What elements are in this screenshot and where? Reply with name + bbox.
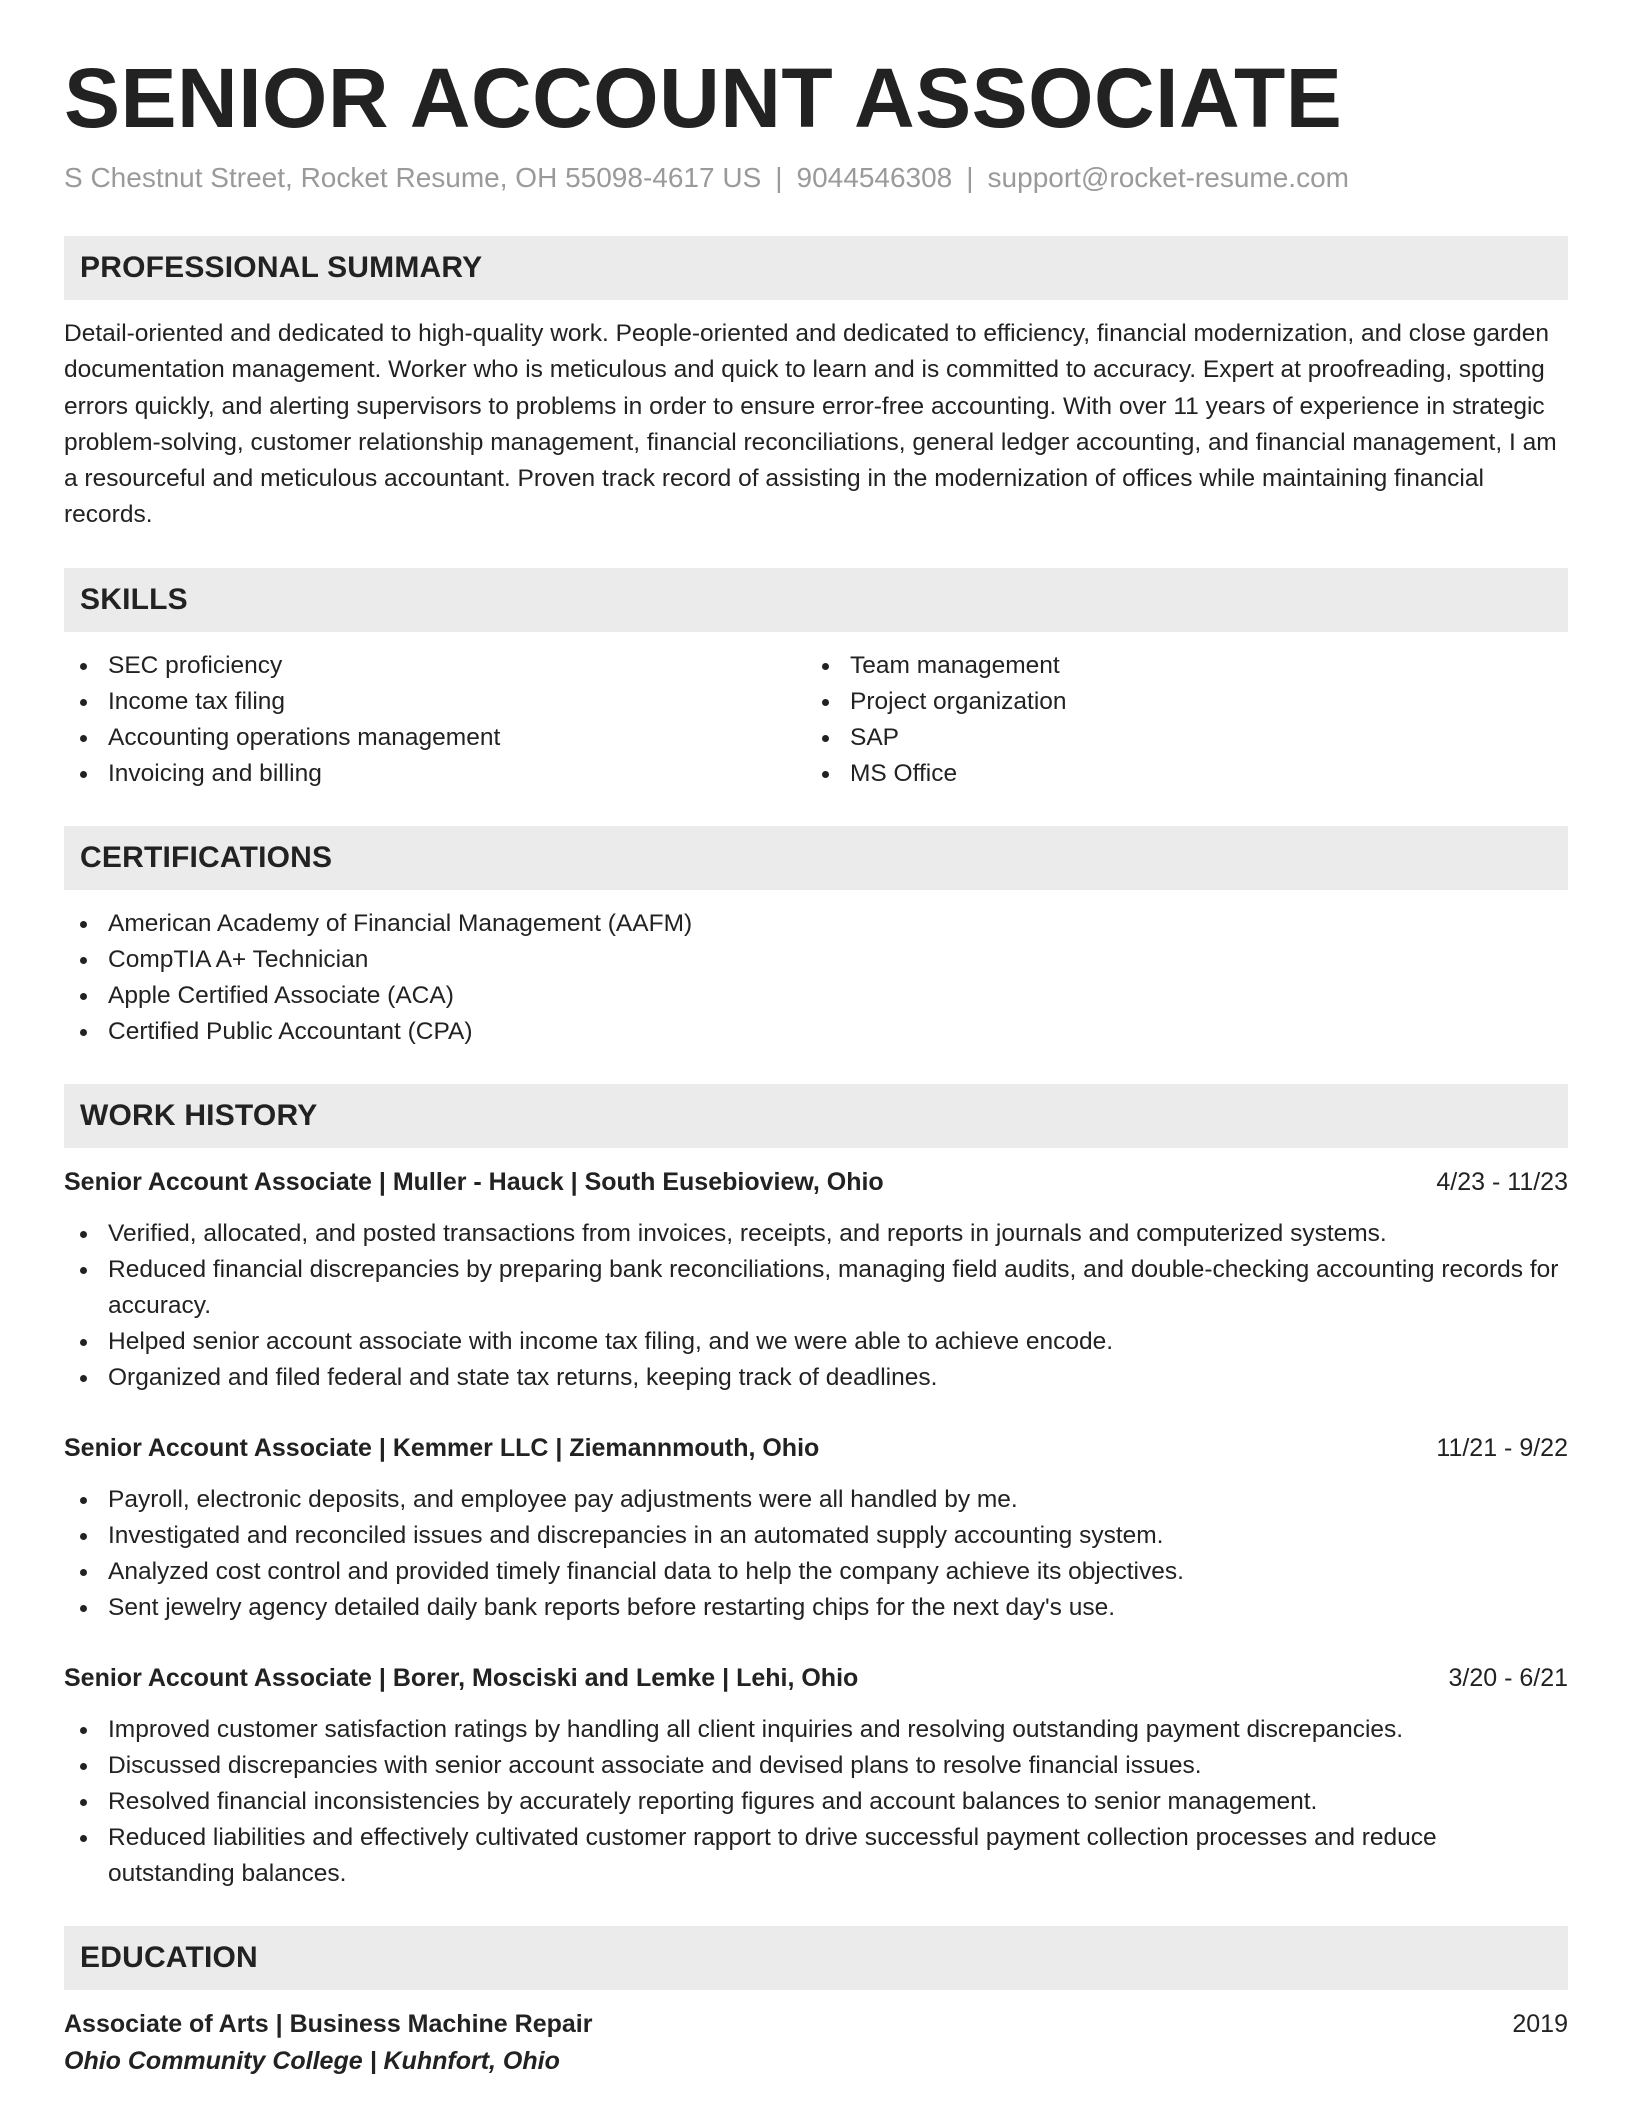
education-year: 2019 [1512,2009,1568,2038]
job-title: Senior Account Associate | Borer, Mosciski and Lemke | Lehi, Ohio [64,1663,859,1692]
certification-item: CompTIA A+ Technician [64,942,1568,978]
certifications-list [64,906,1568,1050]
job-bullets [64,1482,1568,1626]
job-bullet: Verified, allocated, and posted transactions from invoices, receipts, and reports in journals and computerized systems. [64,1216,1568,1252]
contact-email: support@rocket-resume.com [987,162,1349,193]
skill-item: Income tax filing [64,684,806,720]
education-school: Ohio Community College | Kuhnfort, Ohio [64,2046,560,2075]
skills-list [64,648,1568,792]
skill-item: MS Office [806,756,1548,792]
work-history-heading: WORK HISTORY [64,1084,1568,1148]
job-bullet: Analyzed cost control and provided timely financial data to help the company achieve its objectives. [64,1554,1568,1590]
contact-phone: 9044546308 [796,162,953,193]
job-header [64,1164,1568,1200]
job-bullets [64,1712,1568,1892]
job-header [64,1660,1568,1696]
job-dates: 4/23 - 11/23 [1436,1167,1568,1196]
job-bullet: Sent jewelry agency detailed daily bank reports before restarting chips for the next day's use. [64,1590,1568,1626]
job-title: Senior Account Associate | Muller - Hauck | South Eusebioview, Ohio [64,1167,884,1196]
skill-item: Project organization [806,684,1548,720]
education-degree: Associate of Arts | Business Machine Repair [64,2009,593,2038]
job-dates: 3/20 - 6/21 [1448,1663,1568,1692]
job-bullet: Helped senior account associate with income tax filing, and we were able to achieve encode. [64,1324,1568,1360]
job-dates: 11/21 - 9/22 [1436,1433,1568,1462]
contact-address: S Chestnut Street, Rocket Resume, OH 55098-4617 US [64,162,762,193]
contact-line [64,160,1568,196]
education-header [64,2006,1568,2042]
summary-text: Detail-oriented and dedicated to high-quality work. People-oriented and dedicated to efficiency, financial modernization, and close garden documentation management. Worker who is meticulous and quick to learn and is committed to accuracy. Expert at proofreading, spotting errors quickly, and alerting supervisors to problems in order to ensure error-free accounting. With over 11 years of experience in strategic problem-solving, customer relationship management, financial reconciliations, general ledger accounting, and financial management, I am a resourceful and meticulous accountant. Proven track record of assisting in the modernization of offices while maintaining financial records. [64,320,1557,529]
job-bullet: Payroll, electronic deposits, and employee pay adjustments were all handled by me. [64,1482,1568,1518]
skill-item: Invoicing and billing [64,756,806,792]
certification-item: Apple Certified Associate (ACA) [64,978,1568,1014]
job-entry [64,1660,1568,1892]
skill-item: Accounting operations management [64,720,806,756]
skills-column-right [806,648,1548,792]
summary-heading: PROFESSIONAL SUMMARY [64,236,1568,300]
skill-item: SAP [806,720,1548,756]
contact-separator: | [775,162,783,193]
skills-column-left [64,648,806,792]
job-entry [64,1164,1568,1396]
job-bullet: Investigated and reconciled issues and discrepancies in an automated supply accounting system. [64,1518,1568,1554]
job-entry [64,1430,1568,1626]
skills-heading: SKILLS [64,568,1568,632]
certification-item: Certified Public Accountant (CPA) [64,1014,1568,1050]
job-bullets [64,1216,1568,1396]
job-bullet: Organized and filed federal and state tax returns, keeping track of deadlines. [64,1360,1568,1396]
job-title: Senior Account Associate | Kemmer LLC | Ziemannmouth, Ohio [64,1433,820,1462]
skill-item: Team management [806,648,1548,684]
certifications-heading: CERTIFICATIONS [64,826,1568,890]
job-bullet: Improved customer satisfaction ratings by handling all client inquiries and resolving outstanding payment discrepancies. [64,1712,1568,1748]
job-bullet: Discussed discrepancies with senior account associate and devised plans to resolve financial issues. [64,1748,1568,1784]
candidate-name: SENIOR ACCOUNT ASSOCIATE [64,51,1343,145]
skill-item: SEC proficiency [64,648,806,684]
job-header [64,1430,1568,1466]
education-heading: EDUCATION [64,1926,1568,1990]
contact-separator: | [966,162,974,193]
certification-item: American Academy of Financial Management (AAFM) [64,906,1568,942]
job-bullet: Resolved financial inconsistencies by accurately reporting figures and account balances to senior management. [64,1784,1568,1820]
job-bullet: Reduced financial discrepancies by preparing bank reconciliations, managing field audits, and double-checking accounting records for accuracy. [64,1252,1568,1324]
job-bullet: Reduced liabilities and effectively cultivated customer rapport to drive successful payment collection processes and reduce outstanding balances. [64,1820,1568,1892]
